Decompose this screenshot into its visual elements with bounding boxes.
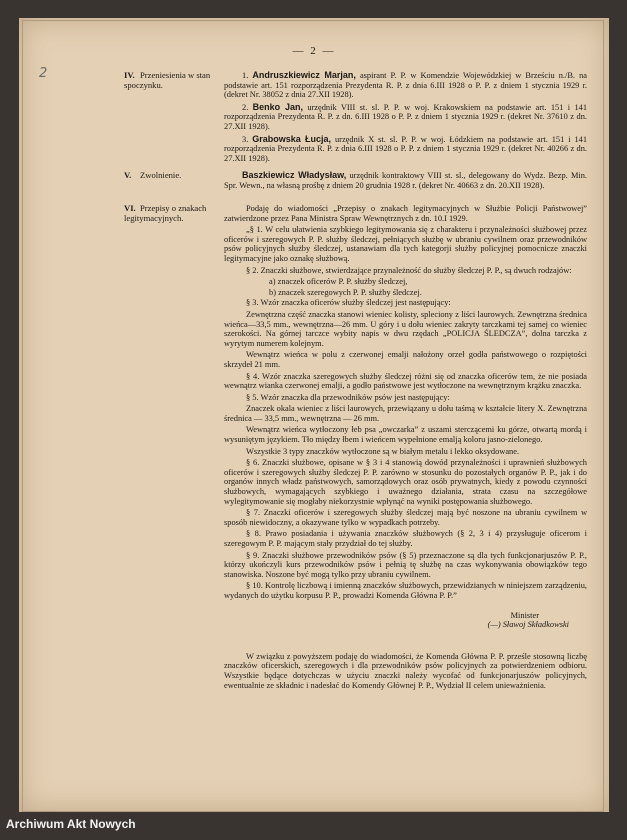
paragraph: § 7. Znaczki oficerów i szeregowych służby śledczej mają być noszone na ubraniu cywilnem w sposób niewidoczny, a okazywane tylko w wypadkach potrzeby. <box>224 508 587 527</box>
pencil-annotation: 2 <box>39 66 48 81</box>
paragraph: Znaczek okala wieniec z liści laurowych, przewiązany u dołu taśmą w kształcie litery X. Zewnętrzna średnica — 33,5 mm., wewnętrzna — 26 mm. <box>224 404 587 423</box>
page-number: — 2 — <box>292 45 336 57</box>
paragraph: § 10. Kontrolę liczbową i imienną znaczków służbowych, przewidzianych w niniejszem zarządzeniu, wydanych do użytku korpusu P. P., prowadzi Komenda Główna P. P.” <box>224 581 587 600</box>
list-item: a) znaczek oficerów P. P. służby śledczej, <box>269 277 408 287</box>
entry: 1. Andruszkiewicz Marjan, aspirant P. P. w Komendzie Wojewódzkiej w Brześciu n./B. na podstawie art. 151 rozporządzenia Prezydenta R. P. z dnia 6.III 1928 o P. P. z dniem 1 stycznia 1929 r. (dekret Nr. 38052 z dnia 27.XII 1928). <box>224 70 588 100</box>
paragraph: § 9. Znaczki służbowe przewodników psów (§ 5) przeznaczone są dla tych funkcjonarjuszów P. P., którzy ukończyli kurs przewodników psów i pełnią tę służbę na czas wykonywania obowiązków tego stanowiska. Noszone być mogą tylko przy ubraniu cywilnem. <box>224 550 587 579</box>
paragraph: § 5. Wzór znaczka dla przewodników psów jest następujący: <box>246 392 450 402</box>
person-name: Grabowska Łucja, <box>252 133 332 144</box>
paragraph: Zewnętrzna część znaczka stanowi wieniec kolisty, spleciony z liści laurowych. Zewnętrzna średnica wieńca—33,5 mm., wewnętrzna—26 mm. U góry i u dołu wieniec zakryty tarczkami tej samej co wieniec szerokości. Na górnej tarczce wybity napis w dwu rzędach „POLICJA ŚLEDCZA”, dolna tarczka z wyrytym numerem kolejnym. <box>224 309 587 348</box>
closing-paragraph: W związku z powyższem podaję do wiadomości, że Komenda Główna P. P. prześle stosowną liczbę znaczków oficerskich, szeregowych i dla przewodników psów policyjnych za potwierdzeniem odbioru. Wszystkie będące dotychczas w użyciu znaczki należy wycofać od funkcjonarjuszów policyjnych, ewentualnie ze składnic i nadesłać do Komendy Głównej P. P., Wydział II celem unieważnienia. <box>224 651 587 690</box>
section-label: VI. Przepisy o znakach legitymacyjnych. <box>124 203 207 223</box>
section-body <box>224 171 587 193</box>
paragraph: „§ 1. W celu ułatwienia szybkiego legitymowania się z charakteru i przynależności służbowej przez oficerów i szeregowych P. P. służby śledczej, pełniących służbę w ubraniu cywilnem oraz przewodników psów policyjnych służby śledczej, ustanawiam dla tych kategorji służby policyjnej pomocnicze znaczki legitymacyjne jako oznakę służbową. <box>224 225 587 263</box>
person-name: Benko Jan, <box>252 101 303 112</box>
paragraph: Wewnątrz wieńca wytłoczony łeb psa „owczarka” z uszami sterczącemi ku górze, otwartą mordą i wysuniętym językiem. Tło między łbem i wieńcem wypełnione emalją koloru jasno-zielonego. <box>224 425 587 445</box>
entry: Baszkiewicz Władysław, urzędnik kontraktowy VIII st. sl., delegowany do Wydz. Bezp. Min. Spr. Wewn., na własną prośbę z dniem 20 grudnia 1928 r. (dekret Nr. 40663 z dn. 20.XII 1928). <box>224 170 587 190</box>
paragraph: Podaję do wiadomości „Przepisy o znakach legitymacyjnych w Służbie Policji Państwowej” zatwierdzone przez Pana Ministra Spraw Wewnętrznych z dn. 10.I 1929. <box>224 204 587 223</box>
paragraph: § 3. Wzór znaczka oficerów służby śledczej jest następujący: <box>246 298 451 308</box>
document-page <box>19 18 609 812</box>
section-label: IV. Przeniesienia w stan spoczynku. <box>124 70 211 90</box>
signature-title: Minister <box>510 610 539 620</box>
paragraph: § 6. Znaczki służbowe, opisane w § 3 i 4 stanowią dowód przynależności i uprawnień służbowych oficerów i szeregowych służby śledczej P. P. zarówno w stosunku do pozostałych organów P. P., jak i do organów innych władz państwowych, samorządowych oraz osób prywatnych, kiedy z powodu czynności służbowych, wymagających szybkiego i uważnego działania, strata czasu na szczegółowe wylegitymowanie się mogłaby niekorzystnie wpłynąć na wyniki postępowania służbowego. <box>224 458 587 506</box>
section-body <box>224 71 587 166</box>
section-body <box>224 204 587 692</box>
signature-name: (—) Sławoj Składkowski <box>487 620 569 630</box>
person-name: Baszkiewicz Władysław, <box>242 170 347 180</box>
paragraph: Wewnątrz wieńca w polu z czerwonej emalji nałożony orzeł godła państwowego o rozpiętości skrzydeł 21 mm. <box>224 350 587 369</box>
archive-watermark: Archiwum Akt Nowych <box>6 817 136 831</box>
paragraph: § 4. Wzór znaczka szeregowych służby śledczej różni się od znaczka oficerów tem, że nie posiada wewnątrz wianka czerwonej emalji, a godło państwowe jest wytłoczone na wewnętrznym krążku znaczka. <box>224 371 587 391</box>
entry: 3. Grabowska Łucja, urzędnik X st. sl. P. P. w woj. Łódzkiem na podstawie art. 151 i 141 rozporządzenia Prezydenta R. P. z dnia 6.III 1928 o P. P. z dniem 1 stycznia 1929 r. (dekret Nr. 40266 z dn. 27.XII 1928). <box>224 133 588 163</box>
person-name: Andruszkiewicz Marjan, <box>252 70 356 80</box>
section-label: V. Zwolnienie. <box>124 170 182 180</box>
entry: 2. Benko Jan, urzędnik VIII st. sl. P. P. w woj. Krakowskiem na podstawie art. 151 i 141 rozporządzenia Prezydenta R. P. z dn. 6.III 1928 o P. P. z dniem 1 stycznia 1929 r. (dekret Nr. 37610 z dn. 27.XII 1928). <box>224 101 588 131</box>
paragraph: § 2. Znaczki służbowe, stwierdzające przynależność do służby śledczej P. P., są dwuch rodzajów: <box>246 265 572 275</box>
paragraph: Wszystkie 3 typy znaczków wytłoczone są w białym metalu i lekko oksydowane. <box>246 446 520 456</box>
list-item: b) znaczek szeregowych P. P. służby śledczej. <box>269 287 422 297</box>
paragraph: § 8. Prawo posiadania i używania znaczków służbowych (§ 2, 3 i 4) przysługuje oficerom i szeregowym P. P. mającym stały przydział do tej służby. <box>224 529 587 548</box>
